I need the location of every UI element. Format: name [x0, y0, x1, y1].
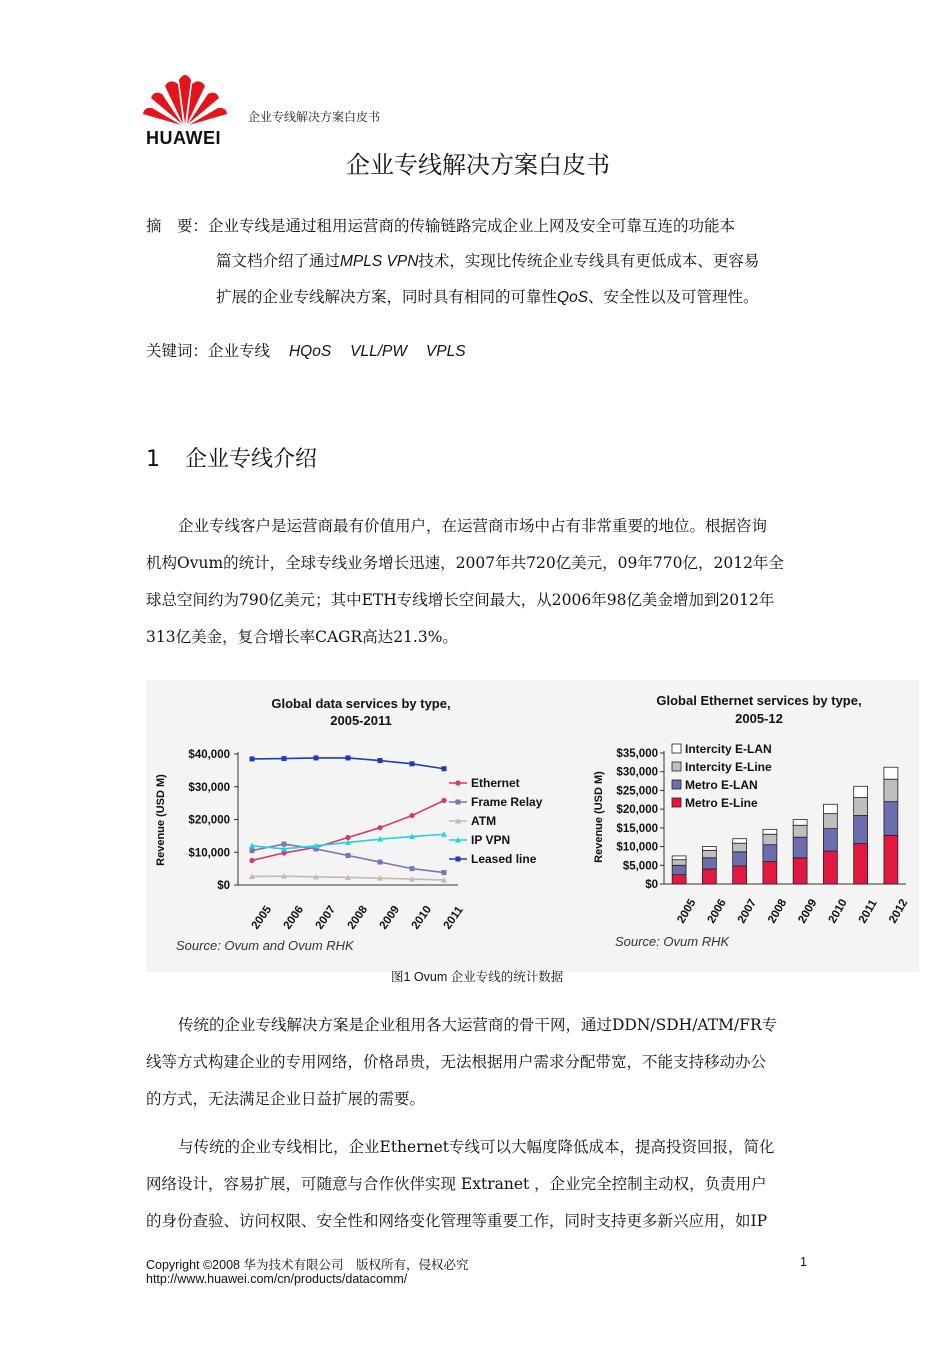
bar-segment-intercity_elan	[793, 820, 807, 826]
x-tick-label: 2007	[735, 897, 760, 926]
legend-marker	[456, 800, 461, 805]
line-chart-data-services	[146, 680, 566, 972]
bar-segment-metro_elan	[793, 837, 807, 858]
bar-segment-metro_elan	[733, 852, 747, 866]
figure-panel	[146, 680, 919, 972]
para3-line: 网络设计，容易扩展，可随意与合作伙伴实现 Extranet ，企业完全控制主动权，负责用户	[146, 1175, 767, 1193]
legend-label: Metro E-Line	[685, 796, 758, 810]
bar-segment-metro_eline	[854, 844, 868, 884]
bar-segment-intercity_elan	[854, 786, 868, 797]
x-tick-label: 2010	[409, 903, 435, 932]
footer-url[interactable]: http://www.huawei.com/cn/products/datacomm/	[146, 1272, 408, 1286]
y-tick-label: $40,000	[188, 749, 230, 761]
data-point	[345, 835, 350, 840]
x-tick-label: 2006	[281, 903, 307, 932]
y-axis-label: Revenue (USD M)	[593, 771, 605, 863]
keyword-vpls: VPLS	[425, 343, 466, 360]
stacked-bar-chart-ethernet-services	[582, 680, 922, 972]
keywords-label: 关键词：	[146, 342, 209, 360]
x-tick-label: 2005	[675, 897, 699, 926]
para1-line: 313亿美金，复合增长率CAGR高达21.3%。	[146, 628, 458, 646]
x-tick-label: 2011	[856, 897, 880, 926]
data-point	[250, 848, 255, 853]
running-title: 企业专线解决方案白皮书	[248, 110, 381, 124]
bar-segment-metro_eline	[672, 875, 686, 884]
legend-swatch	[672, 744, 681, 753]
abstract-term-mpls: MPLS VPN	[340, 253, 419, 270]
y-tick-label: $0	[217, 880, 230, 892]
data-point	[249, 858, 254, 863]
data-point	[409, 813, 414, 818]
section-title: 企业专线介绍	[185, 447, 318, 472]
bar-segment-metro_elan	[763, 845, 777, 862]
keyword-hqos: HQoS	[288, 343, 332, 360]
bar-segment-metro_eline	[793, 858, 807, 884]
series-line-ethernet	[252, 801, 444, 861]
chart-title-line2: 2005-2011	[330, 713, 392, 728]
figure-caption: 图1 Ovum 企业专线的统计数据	[391, 970, 564, 984]
bar-segment-intercity_elan	[702, 847, 716, 851]
bar-segment-metro_elan	[884, 802, 898, 836]
x-tick-label: 2010	[826, 897, 850, 926]
x-tick-label: 2009	[796, 897, 820, 926]
abstract-term-qos: QoS	[557, 289, 589, 306]
data-point	[377, 825, 382, 830]
data-point	[441, 798, 446, 803]
chart-source: Source: Ovum and Ovum RHK	[176, 938, 354, 953]
bar-segment-intercity_eline	[854, 798, 868, 816]
bar-segment-metro_eline	[763, 862, 777, 884]
legend-swatch	[672, 780, 681, 789]
y-tick-label: $25,000	[616, 785, 658, 798]
data-point	[410, 761, 415, 766]
legend-marker	[456, 857, 461, 862]
data-point	[346, 755, 351, 760]
x-tick-label: 2005	[249, 903, 275, 932]
huawei-logo	[140, 66, 230, 150]
chart-title-line2: 2005-12	[735, 711, 783, 726]
legend-label: Ethernet	[471, 776, 520, 790]
para3-line: 与传统的企业专线相比，企业Ethernet专线可以大幅度降低成本，提高投资回报，简化	[178, 1138, 775, 1156]
y-axis-label: Revenue (USD M)	[155, 774, 167, 866]
bar-segment-intercity_eline	[733, 843, 747, 852]
bar-segment-metro_elan	[823, 829, 837, 851]
bar-segment-metro_eline	[702, 869, 716, 884]
y-tick-label: $20,000	[188, 814, 230, 827]
keyword-cn: 企业专线	[208, 342, 271, 360]
bar-segment-intercity_elan	[823, 804, 837, 813]
legend-marker	[455, 780, 460, 785]
page-number: 1	[800, 1255, 807, 1269]
bar-segment-intercity_eline	[884, 779, 898, 801]
y-tick-label: $10,000	[188, 847, 230, 860]
bar-segment-intercity_eline	[672, 860, 686, 866]
bar-segment-metro_elan	[672, 865, 686, 874]
legend-label: Intercity E-LAN	[685, 742, 772, 756]
data-point	[346, 853, 351, 858]
x-tick-label: 2009	[377, 903, 403, 932]
abstract-line3-text: 扩展的企业专线解决方案，同时具有相同的可靠性	[216, 288, 558, 306]
abstract-line1: 企业专线是通过租用运营商的传输链路完成企业上网及安全可靠互连的功能本	[208, 217, 736, 235]
y-tick-label: $30,000	[616, 766, 658, 779]
legend-label: Leased line	[471, 852, 537, 866]
data-point	[410, 866, 415, 871]
x-tick-label: 2007	[313, 903, 339, 932]
bar-segment-metro_eline	[733, 866, 747, 884]
footer-copyright: Copyright ©2008 华为技术有限公司 版权所有，侵权必究	[146, 1258, 469, 1272]
keyword-vll: VLL/PW	[350, 343, 407, 360]
data-point	[442, 870, 447, 875]
chart-title: Global data services by type,	[271, 696, 451, 711]
para1-line: 企业专线客户是运营商最有价值用户，在运营商市场中占有非常重要的地位。根据咨询	[178, 517, 768, 535]
data-point	[314, 755, 319, 760]
abstract-line2-text: 篇文档介绍了通过	[216, 252, 341, 270]
legend-label: Frame Relay	[471, 795, 543, 809]
keywords	[146, 341, 466, 362]
y-tick-label: $10,000	[616, 841, 658, 854]
bar-segment-metro_eline	[884, 835, 898, 884]
data-point	[250, 756, 255, 761]
bar-segment-intercity_elan	[884, 767, 898, 779]
paragraph-2	[146, 1015, 826, 1109]
bar-segment-metro_eline	[823, 851, 837, 884]
para1-line: 机构Ovum的统计，全球专线业务增长迅速，2007年共720亿美元，09年770亿，2012年全	[146, 554, 784, 572]
para2-line: 线等方式构建企业的专用网络，价格昂贵，无法根据用户需求分配带宽，不能支持移动办公	[146, 1053, 767, 1071]
y-tick-label: $20,000	[616, 804, 658, 817]
bar-segment-intercity_eline	[763, 834, 777, 844]
bar-segment-intercity_eline	[823, 814, 837, 829]
legend-swatch	[672, 762, 681, 771]
bar-segment-intercity_elan	[763, 829, 777, 834]
y-tick-label: $35,000	[616, 748, 658, 760]
para1-line: 球总空间约为790亿美元；其中ETH专线增长空间最大，从2006年98亿美金增加到2012年	[146, 591, 775, 609]
x-tick-label: 2008	[345, 903, 371, 932]
chart-title: Global Ethernet services by type,	[656, 693, 862, 708]
abstract-line2-rest: 技术，实现比传统企业专线具有更低成本、更容易	[418, 252, 760, 270]
bar-segment-intercity_elan	[733, 839, 747, 843]
x-tick-label: 2006	[705, 897, 729, 926]
chart-source: Source: Ovum RHK	[615, 934, 730, 949]
legend-label: Intercity E-Line	[685, 760, 772, 774]
abstract	[146, 216, 846, 308]
legend-swatch	[672, 798, 681, 807]
abstract-label: 摘 要：	[146, 217, 209, 235]
para2-line: 的方式，无法满足企业日益扩展的需要。	[146, 1090, 426, 1108]
x-tick-label: 2012	[887, 897, 911, 926]
bar-segment-intercity_eline	[793, 825, 807, 837]
bar-segment-metro_elan	[702, 858, 716, 869]
data-point	[378, 860, 383, 865]
section-heading	[146, 442, 317, 473]
legend-label: ATM	[471, 814, 497, 828]
bar-segment-metro_elan	[854, 816, 868, 844]
x-tick-label: 2011	[441, 904, 466, 932]
legend-label: Metro E-LAN	[685, 778, 758, 792]
para3-line: 的身份查验、访问权限、安全性和网络变化管理等重要工作，同时支持更多新兴应用，如IP	[146, 1212, 768, 1230]
legend-label: IP VPN	[471, 833, 511, 847]
paragraph-3	[146, 1137, 826, 1231]
data-point	[282, 756, 287, 761]
x-tick-label: 2008	[766, 897, 790, 926]
paragraph-1	[146, 516, 826, 647]
logo-text: HUAWEI	[146, 128, 221, 148]
y-tick-label: $0	[645, 879, 658, 891]
data-point	[378, 758, 383, 763]
data-point	[442, 766, 447, 771]
bar-segment-intercity_eline	[702, 850, 716, 857]
page-title: 企业专线解决方案白皮书	[346, 151, 610, 179]
abstract-line3-rest: 、安全性以及可管理性。	[588, 288, 759, 306]
section-number: 1	[146, 447, 160, 472]
y-tick-label: $30,000	[188, 781, 230, 794]
huawei-petals-icon	[140, 66, 230, 126]
data-point	[282, 842, 287, 847]
y-tick-label: $5,000	[622, 860, 658, 873]
y-tick-label: $15,000	[616, 822, 658, 835]
bar-segment-intercity_elan	[672, 856, 686, 860]
para2-line: 传统的企业专线解决方案是企业租用各大运营商的骨干网，通过DDN/SDH/ATM/FR专	[178, 1016, 778, 1034]
